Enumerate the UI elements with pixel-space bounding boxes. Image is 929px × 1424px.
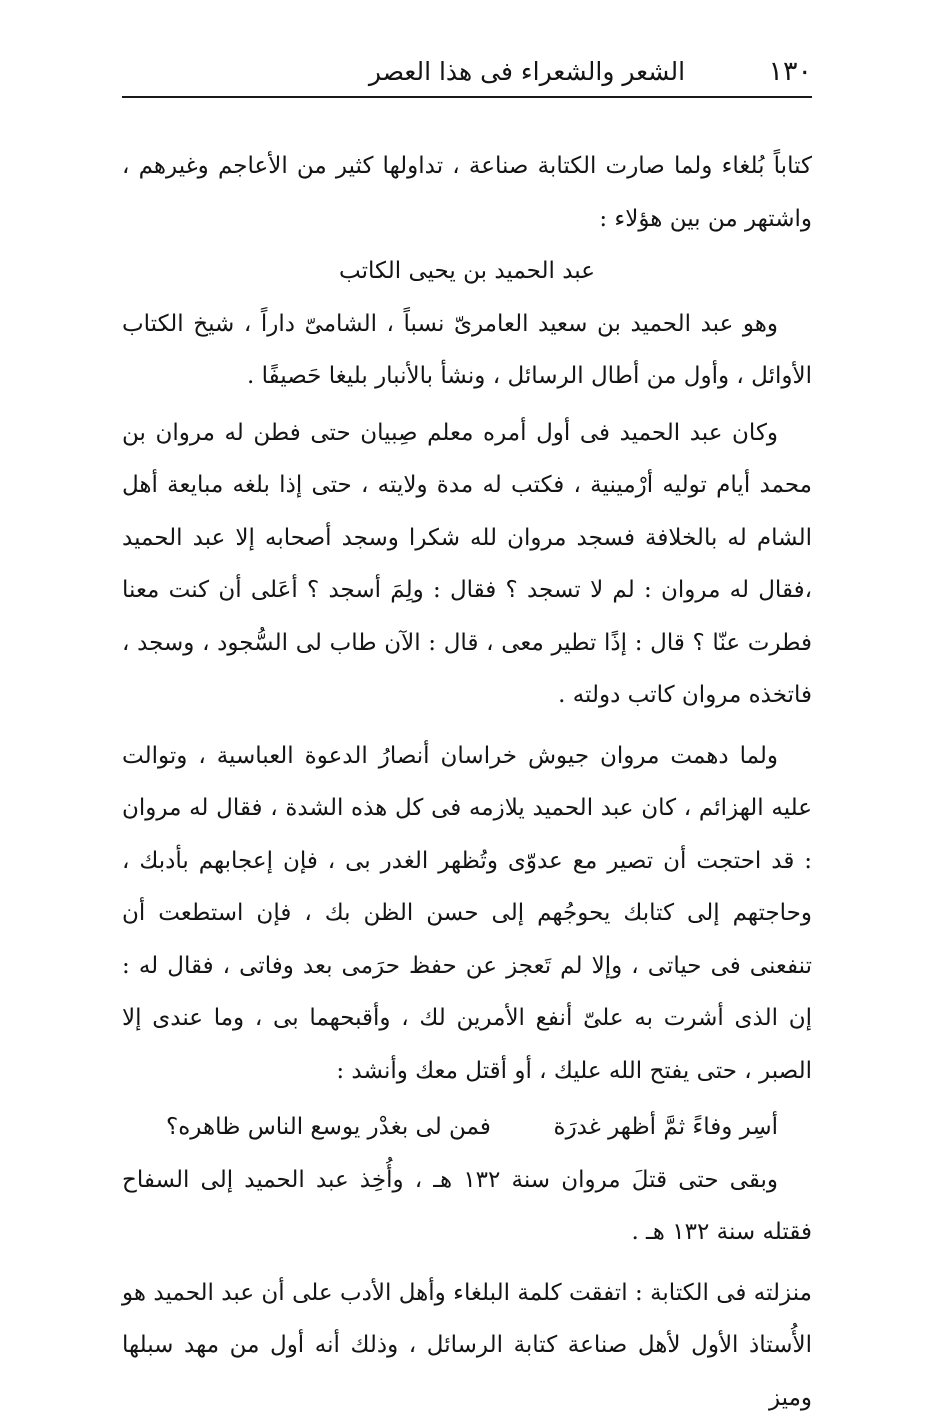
- verse-second-hemistich: فمن لى بغدْر يوسع الناس ظاهره؟: [166, 1101, 491, 1154]
- header-rule: [122, 96, 812, 98]
- paragraph-death: وبقى حتى قتلَ مروان سنة ١٣٢ هـ ، وأُخِذ عبد الحميد إلى السفاح فقتله سنة ١٣٢ هـ .: [122, 1154, 812, 1259]
- paragraph-early-career: وكان عبد الحميد فى أول أمره معلم صِبيان حتى فطن له مروان بن محمد أيام توليه أرْمينية ، فكتب له مدة ولايته ، حتى إذا بلغه مبايعة أهل الشام له بالخلافة فسجد مروان لله شكرا وسجد أصحابه إلا عبد الحميد ،فقال له مروان : لم لا تسجد ؟ فقال : ولِمَ أسجد ؟ أعَلى أن كنت معنا فطرت عنّا ؟ قال : إذًا تطير معى ، قال : الآن طاب لى السُّجود ، وسجد ، فاتخذه مروان كاتب دولته .: [122, 407, 812, 722]
- paragraph-status: منزلته فى الكتابة : اتفقت كلمة البلغاء وأهل الأدب على أن عبد الحميد هو الأُستاذ الأول لأهل صناعة كتابة الرسائل ، وذلك أنه أول من مهد سبلها وميز: [122, 1267, 812, 1424]
- running-title: الشعر والشعراء فى هذا العصر: [122, 50, 812, 94]
- verse-first-hemistich: أسِر وفاءً ثمَّ أظهر غدرَة: [554, 1101, 778, 1154]
- paragraph-biography: وهو عبد الحميد بن سعيد العامرىّ نسباً ، الشامىّ داراً ، شيخ الكتاب الأوائل ، وأول من أطال الرسائل ، ونشأ بالأنبار بليغا حَصيفًا .: [122, 298, 812, 403]
- paragraph-intro: كتاباً بُلغاء ولما صارت الكتابة صناعة ، تداولها كثير من الأعاجم وغيرهم ، واشتهر من بين هؤلاء :: [122, 140, 812, 245]
- page-number: ١٣٠: [768, 50, 812, 94]
- page-body: [122, 140, 812, 1424]
- section-heading: عبد الحميد بن يحيى الكاتب: [122, 245, 812, 298]
- poem-verse: [122, 1101, 812, 1154]
- paragraph-marwan-defeat: ولما دهمت مروان جيوش خراسان أنصارُ الدعوة العباسية ، وتوالت عليه الهزائم ، كان عبد الحميد يلازمه فى كل هذه الشدة ، فقال له مروان : قد احتجت أن تصير مع عدوّى وتُظهر الغدر بى ، فإن إعجابهم بأدبك ، وحاجتهم إلى كتابك يحوجُهم إلى حسن الظن بك ، فإن استطعت أن تنفعنى فى حياتى ، وإلا لم تَعجز عن حفظ حرَمى بعد وفاتى ، فقال له : إن الذى أشرت به علىّ أنفع الأمرين لك ، وأقبحهما بى ، وما عندى إلا الصبر ، حتى يفتح الله عليك ، أو أقتل معك وأنشد :: [122, 730, 812, 1098]
- page-header: [122, 50, 812, 96]
